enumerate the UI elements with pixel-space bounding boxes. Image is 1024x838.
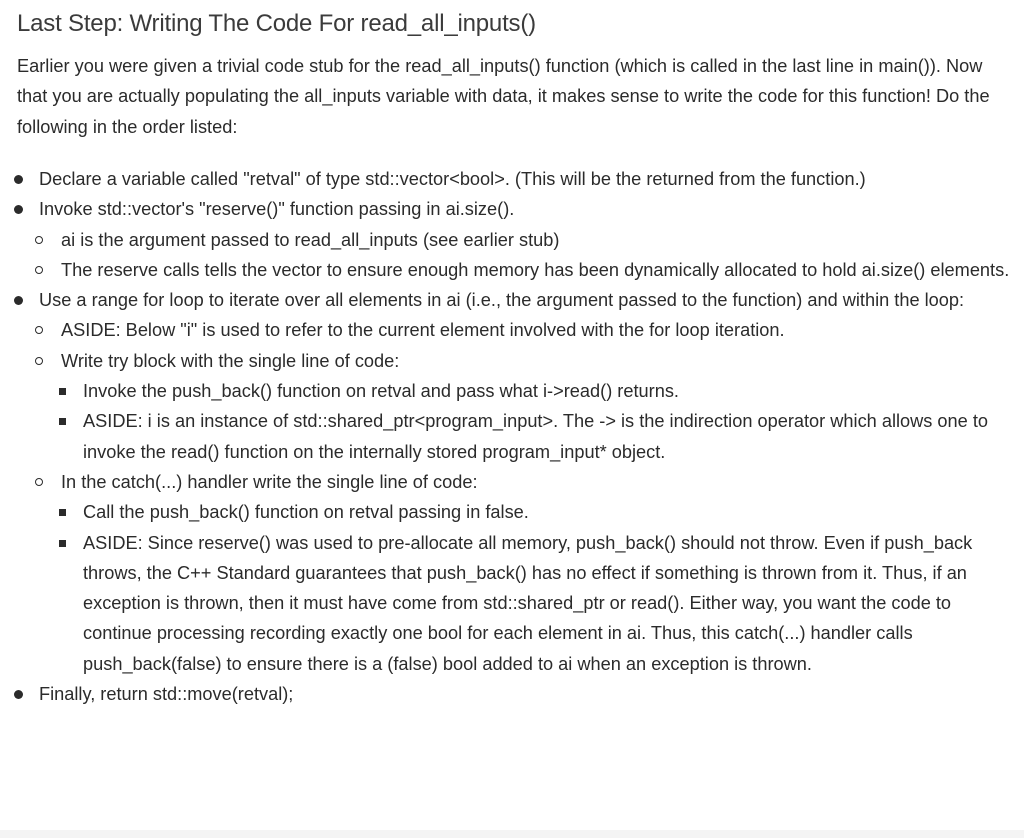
list-item (0, 225, 1024, 255)
list-item (0, 285, 1024, 315)
list-item (0, 497, 1024, 527)
list-item-text: Write try block with the single line of code: (61, 350, 400, 371)
bottom-divider (0, 830, 1024, 838)
hollow-bullet-icon (35, 236, 43, 244)
list-item (0, 315, 1024, 345)
list-item (0, 467, 1024, 497)
list-item (0, 679, 1024, 709)
filled-bullet-icon (14, 205, 23, 214)
instruction-list (0, 164, 1024, 709)
filled-bullet-icon (14, 175, 23, 184)
list-item-text: Invoke std::vector's "reserve()" function passing in ai.size(). (39, 199, 515, 220)
hollow-bullet-icon (35, 326, 43, 334)
filled-bullet-icon (14, 690, 23, 699)
list-item-text: ASIDE: Since reserve() was used to pre-allocate all memory, push_back() should not throw. Even if push_back throws, the C++ Standard guarantees that push_back() has no effect if something is thrown from it. Thus, if an exception is thrown, then it must have come from std::shared_ptr or read(). Either way, you want the code to continue processing recording exactly one bool for each element in ai. Thus, this catch(...) handler calls push_back(false) to ensure there is a (false) bool added to ai when an exception is thrown. (83, 532, 973, 674)
square-bullet-icon (59, 540, 66, 547)
filled-bullet-icon (14, 296, 23, 305)
list-item (0, 406, 1024, 467)
hollow-bullet-icon (35, 357, 43, 365)
hollow-bullet-icon (35, 478, 43, 486)
list-item-text: Use a range for loop to iterate over all elements in ai (i.e., the argument passed to the function) and within the loop: (39, 290, 965, 311)
square-bullet-icon (59, 388, 66, 395)
list-item (0, 528, 1024, 679)
hollow-bullet-icon (35, 266, 43, 274)
list-item (0, 164, 1024, 194)
intro-paragraph: Earlier you were given a trivial code stub for the read_all_inputs() function (which is called in the last line in main()). Now that you are actually populating the all_inputs variable with data, it makes sense to write the code for this function! Do the following in the order listed: (17, 56, 990, 137)
list-item-text: Declare a variable called "retval" of type std::vector<bool>. (This will be the returned from the function.) (39, 169, 866, 189)
list-item (0, 376, 1024, 406)
list-item-text: ai is the argument passed to read_all_inputs (see earlier stub) (61, 229, 560, 250)
square-bullet-icon (59, 418, 66, 425)
list-item-text: ASIDE: Below "i" is used to refer to the current element involved with the for loop iteration. (61, 320, 785, 341)
list-item (0, 194, 1024, 224)
list-item-text: The reserve calls tells the vector to ensure enough memory has been dynamically allocated to hold ai.size() elements. (61, 259, 1010, 280)
list-item-text: ASIDE: i is an instance of std::shared_ptr<program_input>. The -> is the indirection operator which allows one to invoke the read() function on the internally stored program_input* object. (83, 411, 988, 462)
list-item-text: Invoke the push_back() function on retval and pass what i->read() returns. (83, 381, 679, 402)
page-title: Last Step: Writing The Code For read_all_inputs() (17, 10, 536, 37)
list-item-text: In the catch(...) handler write the single line of code: (61, 471, 478, 492)
list-item-text: Finally, return std::move(retval); (39, 684, 294, 705)
square-bullet-icon (59, 509, 66, 516)
list-item-text: Call the push_back() function on retval passing in false. (83, 502, 529, 523)
list-item (0, 346, 1024, 376)
list-item (0, 255, 1024, 285)
